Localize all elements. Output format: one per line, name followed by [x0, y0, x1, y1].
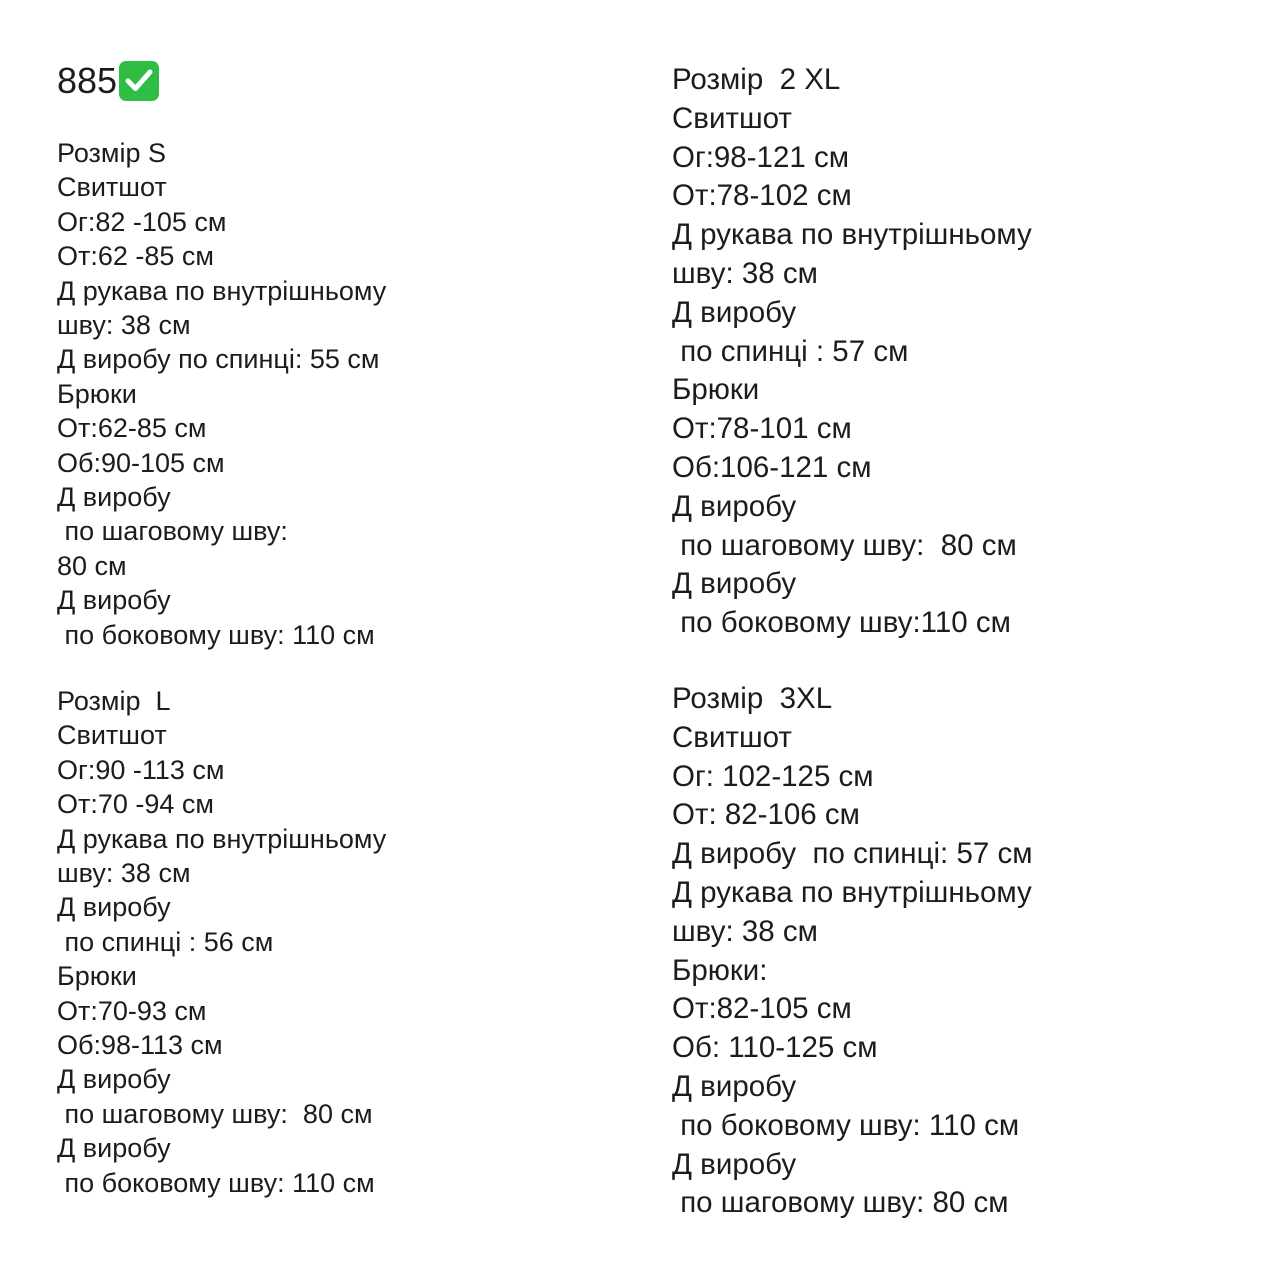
text-line: Брюки:: [672, 953, 768, 987]
text-line: Д виробу: [672, 295, 797, 329]
text-line: Д рукава по внутрішньому: [57, 275, 387, 306]
text-line: Ог:98-121 см: [672, 140, 849, 174]
text-line: Ог:82 -105 см: [57, 206, 227, 237]
text-line: Д виробу: [672, 1069, 797, 1103]
text-line: От:70-93 см: [57, 995, 207, 1026]
text-line: по шаговому шву:: [57, 516, 288, 547]
text-line: по боковому шву: 110 см: [57, 619, 375, 650]
text-line: Брюки: [672, 373, 760, 407]
text-line: Свитшот: [672, 720, 792, 754]
text-line: Свитшот: [672, 101, 792, 135]
text-line: Розмір S: [57, 138, 167, 168]
text-line: 80 см: [57, 550, 127, 581]
white-check-mark-icon: [119, 61, 159, 101]
note-header: [57, 58, 159, 104]
text-line: От:82-105 см: [672, 992, 852, 1026]
text-line: От: 82-106 см: [672, 798, 860, 832]
text-line: по спинці : 57 см: [672, 334, 909, 368]
text-line: Д виробу: [672, 567, 797, 601]
text-line: Розмір 2 XL: [672, 63, 841, 96]
text-line: по боковому шву: 110 см: [672, 1108, 1020, 1142]
text-line: Д рукава по внутрішньому: [672, 875, 1032, 909]
text-line: Д рукава по внутрішньому: [672, 218, 1032, 252]
text-line: по шаговому шву: 80 см: [672, 1186, 1009, 1220]
text-line: по шаговому шву: 80 см: [57, 1098, 373, 1129]
text-line: Д виробу: [57, 892, 171, 923]
text-line: шву: 38 см: [672, 914, 818, 948]
text-line: Розмір L: [57, 686, 171, 716]
text-line: От:70 -94 см: [57, 789, 214, 820]
text-line: по шаговому шву: 80 см: [672, 528, 1017, 562]
text-line: От:62-85 см: [57, 413, 207, 444]
text-line: по спинці : 56 см: [57, 926, 274, 957]
text-line: по боковому шву:110 см: [672, 606, 1011, 640]
size-block-l: [57, 684, 386, 1200]
text-line: Розмір 3XL: [672, 682, 833, 715]
text-line: Д виробу: [57, 1064, 171, 1095]
text-line: Д рукава по внутрішньому: [57, 823, 387, 854]
text-line: Ог:90 -113 см: [57, 754, 225, 785]
text-line: шву: 38 см: [672, 256, 818, 290]
text-line: Д виробу по спинці: 57 см: [672, 837, 1033, 871]
text-line: От:78-102 см: [672, 179, 852, 213]
text-line: Д виробу: [57, 482, 171, 513]
text-line: От:78-101 см: [672, 412, 852, 446]
size-block-3xl: [672, 680, 1032, 1223]
text-line: по боковому шву: 110 см: [57, 1167, 375, 1198]
text-line: Д виробу: [672, 1147, 797, 1181]
text-line: Об:98-113 см: [57, 1030, 223, 1061]
text-line: Свитшот: [57, 172, 167, 203]
text-line: шву: 38 см: [57, 858, 191, 889]
size-block-s: [57, 136, 386, 652]
note-code: 885: [57, 60, 118, 101]
text-line: Ог: 102-125 см: [672, 759, 874, 793]
text-line: шву: 38 см: [57, 310, 191, 341]
text-line: Об:90-105 см: [57, 447, 225, 478]
text-line: От:62 -85 см: [57, 241, 214, 272]
text-line: Д виробу: [57, 1133, 171, 1164]
text-line: Д виробу: [672, 489, 797, 523]
text-line: Об: 110-125 см: [672, 1031, 878, 1065]
text-line: Д виробу: [57, 585, 171, 616]
text-line: Д виробу по спинці: 55 см: [57, 344, 380, 375]
text-line: Брюки: [57, 378, 137, 409]
text-line: Брюки: [57, 961, 137, 992]
size-block-2xl: [672, 61, 1032, 643]
text-line: Об:106-121 см: [672, 450, 872, 484]
text-line: Свитшот: [57, 720, 167, 751]
